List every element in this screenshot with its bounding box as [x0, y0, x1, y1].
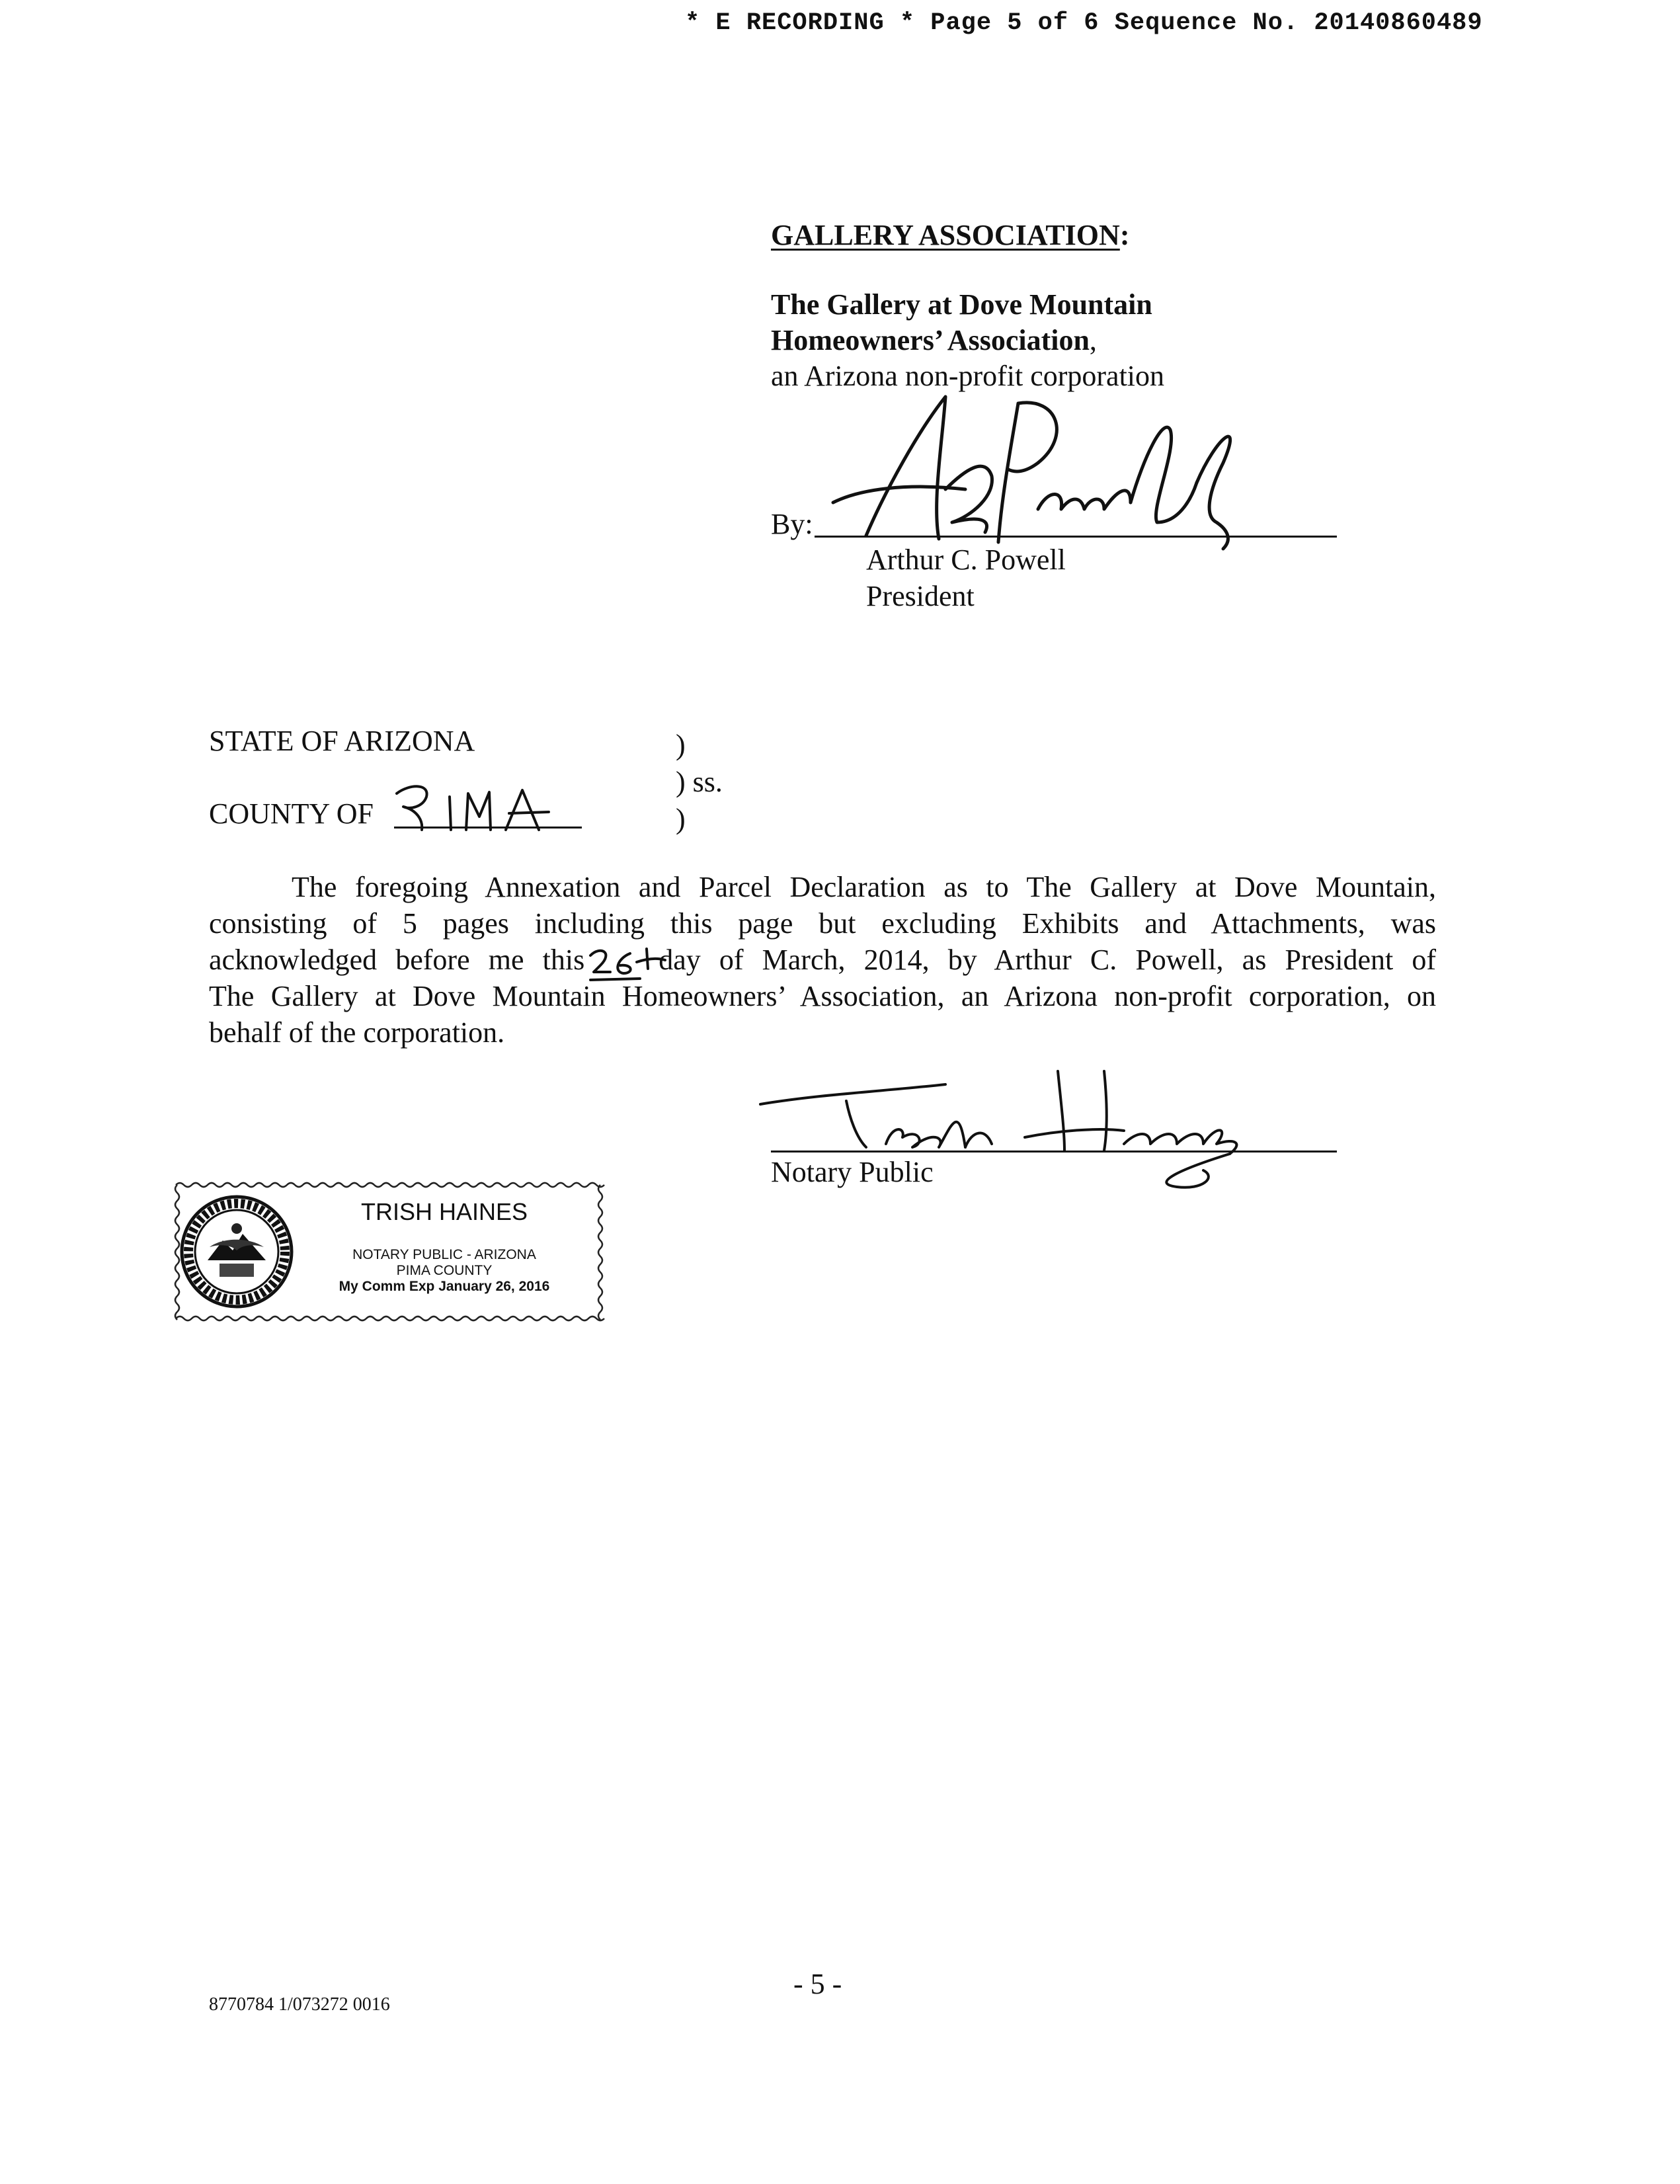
recording-header: * E RECORDING * Page 5 of 6 Sequence No. 20140860489 [685, 9, 1483, 37]
ack-line-1: The foregoing Annexation and Parcel Declaration as to The Gallery at Dove Mountain, [292, 871, 1436, 903]
county-label: COUNTY OF [209, 797, 374, 830]
paren-ss: ) ss. [676, 766, 723, 798]
stamp-notary-name: TRISH HAINES [360, 1198, 528, 1225]
state-label: STATE OF ARIZONA [209, 725, 475, 757]
signer-name: Arthur C. Powell [866, 544, 1066, 576]
ack-line-5: behalf of the corporation. [209, 1016, 505, 1049]
org-name-line2-text: Homeowners’ Association [771, 324, 1090, 356]
ack-line-4: The Gallery at Dove Mountain Homeowners’ Association, an Arizona non-profit corporation, on [209, 980, 1436, 1012]
org-type: an Arizona non-profit corporation [771, 360, 1165, 392]
org-name-comma: , [1089, 324, 1097, 356]
notary-public-label: Notary Public [771, 1156, 934, 1188]
handwritten-day-26th [587, 946, 666, 985]
president-signature [820, 390, 1243, 555]
org-name-line2 [771, 323, 1097, 358]
stamp-county: PIMA COUNTY [396, 1263, 493, 1278]
paren-top: ) [676, 729, 686, 761]
ack-line-2: consisting of 5 pages including this page but excluding Exhibits and Attachments, was [209, 907, 1436, 940]
ack-line-3 [209, 942, 1436, 978]
document-code: 8770784 1/073272 0016 [209, 1994, 390, 2015]
ack-line-3-rest: day of March, 2014, by Arthur C. Powell, as President of [659, 944, 1437, 976]
heading-text: GALLERY ASSOCIATION [771, 219, 1120, 251]
page-number: - 5 - [793, 1968, 842, 2000]
ack-line-3-prefix: acknowledged before me this [209, 944, 585, 976]
county-handwritten-pima [390, 780, 562, 833]
gallery-association-heading [771, 218, 1129, 252]
paren-bottom: ) [676, 803, 686, 835]
arizona-seal-icon [182, 1197, 292, 1307]
by-label: By: [771, 508, 813, 540]
stamp-commission-expiry: My Comm Exp January 26, 2016 [339, 1279, 550, 1294]
heading-colon: : [1119, 219, 1130, 251]
notary-stamp [173, 1181, 605, 1322]
stamp-notary-title: NOTARY PUBLIC - ARIZONA [352, 1247, 536, 1262]
signer-title: President [866, 580, 975, 612]
acknowledgment-paragraph [209, 869, 1436, 1051]
org-name-line1: The Gallery at Dove Mountain [771, 288, 1152, 321]
